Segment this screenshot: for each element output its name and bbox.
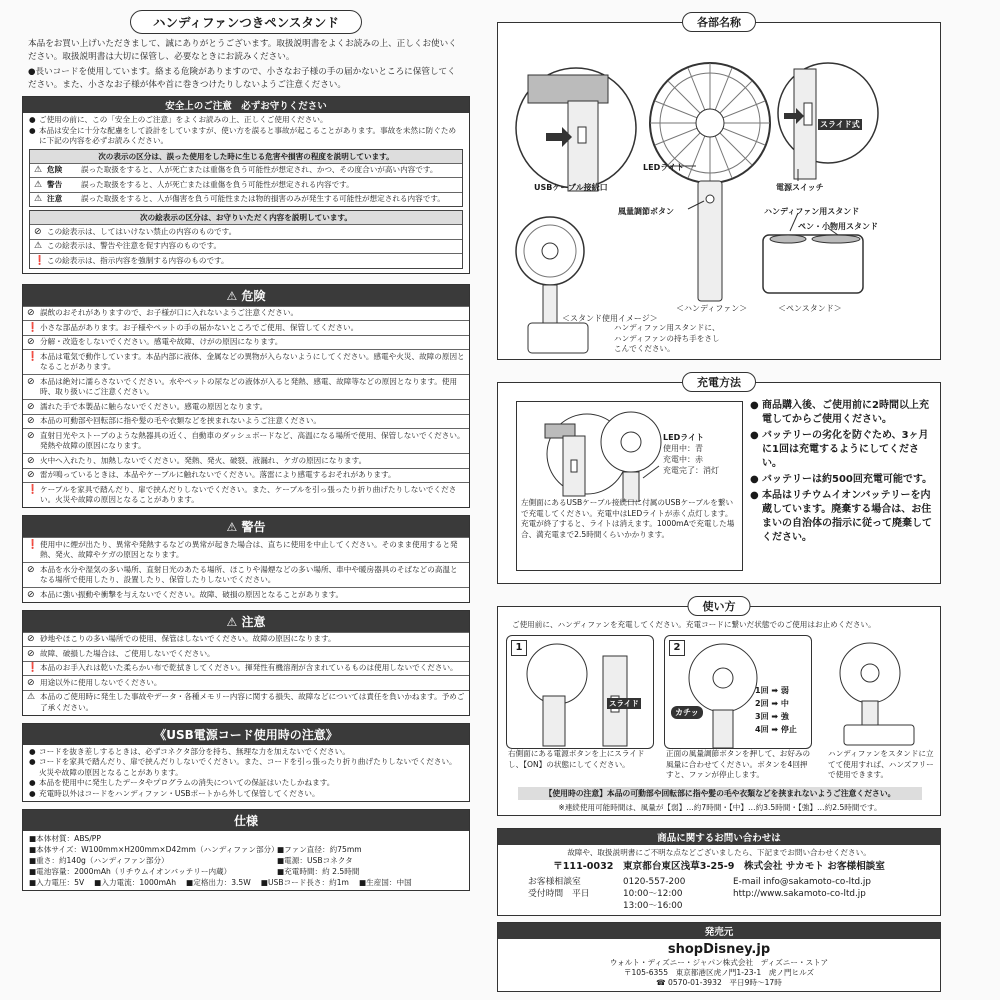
row-text: 小さな部品があります。お子様やペットの手の届かないところでご使用、保管してください。 [40,322,359,332]
label-power-switch: 電源スイッチ [776,183,824,192]
intro-paragraph: 本品をお買い上げいただきまして、誠にありがとうございます。取扱説明書をよくお読みの上、正しくお使いください。取扱説明書は大切に保管し、必要なときにお読みください。 [28,39,457,62]
symbol-text: この絵表示は、してはいけない禁止の内容のものです。 [47,226,237,236]
spec-item: ■ファン直径：約75mm [277,845,362,854]
step-2 [664,635,812,749]
parts-section [497,16,941,360]
spec-section [22,809,470,891]
safety-header: 安全上のご注意 必ずお守りください [23,97,469,113]
danger-row [23,453,469,468]
symbol-text: この絵表示は、指示内容を強制する内容のものです。 [47,255,229,265]
row-text: 本品の可動部や回転部に指や髪の毛や衣類などを挟まれないようご注意ください。 [40,416,321,425]
row-text: 本品は絶対に濡らさないでください。水やペットの尿などの液体が入ると発熱、感電、故障等などの原因となります。使用時、取り扱いにご注意ください。 [40,376,458,396]
levels-table [29,149,463,208]
usb-cord-section [22,723,470,803]
seller-hours: 平日9時～17時 [729,978,782,987]
mandatory-icon: ❗ [27,351,39,362]
step-2-text: 正面の風量調節ボタンを押して、お好みの風量に合わせてください。ボタンを4回押すと、ファンが停止します。 [666,749,811,779]
charge-note: バッテリーの劣化を防ぐため、3ヶ月に1回は充電するようにしてください。 [762,430,929,469]
level-tag: 危険 [47,165,63,174]
charge-description: 左側面にあるUSBケーブル接続口に付属のUSBケーブルを繋いで充電してください。充電中はLEDライトが赤く点灯します。充電が終了すると、ライトは消えます。1000mAで充電した場合、満充電まで2.5時間くらいかかります。 [521,498,735,539]
contact-labels [528,876,623,912]
charge-note: 本品はリチウムイオンバッテリーを内蔵しています。廃棄する場合は、お住まいの自治体の指示に従って廃棄してください。 [762,490,932,543]
spec-item: ■定格出力：3.5W [186,878,251,887]
safety-bullet: 本品は安全に十分な配慮をして設計をしていますが、使い方を誤ると事故が起こることがあります。事故を未然に防ぐために下記の内容を必ずお読みください。 [39,125,457,145]
spec-list [23,831,469,890]
charge-note: 商品購入後、ご使用前に2時間以上充電してからご使用ください。 [762,400,929,425]
caption-handy-fan: ＜ハンディファン＞ [676,304,748,313]
level-text: 誤った取扱をすると、人が死亡または重傷を負う可能性が想定される内容です。 [81,179,354,189]
step-1-illustration [507,636,653,748]
row-text: 使用中に煙が出たり、異常や発熱するなどの異常が起きた場合は、直ちに使用を中止してください。そのまま使用すると発熱、発火、故障やケガの原因となります。 [40,539,458,559]
row-text: 本品のお手入れは乾いた柔らかい布で乾拭きしてください。揮発性有機溶剤が含まれているものは使用しないでください。 [40,663,458,672]
speed-list [755,684,797,736]
caution-row [23,675,469,690]
charge-notes: ● 商品購入後、ご使用前に2時間以上充電してからご使用ください。 ● バッテリーの劣化を防ぐため、3ヶ月に1回は充電するようにしてください。 ● バッテリーは約500回充電可能です。 ● 本品はリチウムイオンバッテリーを内蔵しています。廃棄する場合は、お住まいの自治体の指示に従って廃棄してください。 [750,400,933,543]
mandatory-icon: ❗ [27,322,39,333]
usb-bullet: コードを家具で踏んだり、扉で挟んだりしないでください。また、コードを引っ張ったり折り曲げたりしないでください。火災や故障の原因となることがあります。 [39,757,457,777]
cord-warning: ●長いコードを使用しています。絡まる危険がありますので、小さなお子様の手の届かないところに保管してください。また、小さなお子様が体や首に巻きつけたりしないようご注意ください。 [28,67,456,90]
danger-row [23,335,469,350]
caution-row [23,690,469,715]
danger-row [23,468,469,483]
warning-row [23,562,469,587]
usb-bullet: 充電時以外はコードをハンディファン・USBポートから外して保管してください。 [39,788,320,798]
safety-box [22,96,470,274]
usb-bullet: コードを抜き差しするときは、必ずコネクタ部分を持ち、無理な力を加えないでください。 [39,746,350,756]
hours-label: 受付時間 平日 [528,889,590,899]
contact-phone: 0120-557-200 [623,877,686,887]
warning-triangle-icon: ⚠ [34,194,43,204]
caution-header [23,611,469,632]
led-state: 充電中：赤 [663,455,703,464]
step-number: 2 [669,640,685,656]
stand-note: ハンディファン用スタンドに、ハンディファンの持ち手をさしこんでください。 [614,323,720,353]
prohibited-icon: ⊘ [27,470,35,480]
danger-row [23,306,469,321]
row-text: 濡れた手で本製品に触らないでください。感電の原因となります。 [40,401,268,411]
mandatory-icon: ❗ [27,663,39,673]
symbol-row [30,224,462,239]
mandatory-icon: ❗ [27,484,39,495]
prohibited-icon: ⊘ [34,226,42,237]
speed-item: 2回 ➡ 中 [755,699,789,708]
caution-row [23,661,469,676]
charge-section [497,376,941,584]
label-speed-button: 風量調節ボタン [618,207,674,216]
label-usb-port: USBケーブル接続口 [534,183,608,192]
step-1 [506,635,654,749]
contact-details [498,876,940,915]
level-text: 誤った取扱をすると、人が傷害を負う可能性または物的損害のみが発生する可能性が想定される内容です。 [81,194,445,203]
prohibited-icon: ⊘ [27,416,35,426]
intro-text [22,38,470,92]
warning-row [23,537,469,562]
row-text: 本品は電気で動作しています。本品内部に液体、金属などの異物が入らないようにしてください。感電や火災、故障の原因となることがあります。 [40,351,465,371]
spec-item: ■入力電流：1000mAh [94,878,177,887]
prohibited-icon: ⊘ [27,564,35,575]
caption-pen-stand: ＜ペンスタンド＞ [778,304,842,313]
warning-triangle-icon: ⚠ [34,179,43,190]
prohibited-icon: ⊘ [27,308,35,318]
spec-item: ■電池容量：2000mAh（リチウムイオンバッテリー内蔵） [29,867,232,876]
spec-item: ■充電時間：約 2.5時間 [277,867,360,876]
seller-contact [498,978,940,991]
document-title: ハンディファンつきペンスタンド [130,10,362,34]
left-column [22,0,470,891]
right-column [497,0,941,992]
speed-item: 4回 ➡ 停止 [755,725,797,734]
row-text: 故障、破損した場合は、ご使用しないでください。 [40,648,215,658]
seller-company: ウォルト・ディズニー・ジャパン株式会社 ディズニー・ストア [609,958,829,967]
caution-row [23,632,469,647]
prohibited-icon: ⊘ [27,337,35,347]
symbols-head: 次の絵表示の区分は、お守りいただく内容を説明しています。 [30,211,462,224]
level-row-danger [30,163,462,178]
speed-item: 3回 ➡ 強 [755,712,789,721]
spec-item: ■電源：USBコネクタ [277,856,353,865]
contact-section [497,828,941,916]
safety-bullet: ご使用の前に、この「安全上のご注意」をよくお読みの上、正しくご使用ください。 [39,115,328,124]
level-row-warning [30,177,462,192]
danger-section [22,284,470,509]
slide-label: スライド [609,699,639,708]
contact-address: 〒111-0032 東京都台東区浅草3-25-9 株式会社 サカモト お客様相談室 [553,861,885,872]
led-legend-title: LEDライト [663,433,704,442]
danger-row [23,482,469,507]
symbol-text: この絵表示は、警告や注意を促す内容のものです。 [47,241,222,250]
usage-intro: ご使用前に、ハンディファンを充電してください。充電コードに繋いだ状態でのご使用はお止めください。 [512,620,876,629]
row-text: 本品を水分や湿気の多い場所、直射日光のあたる場所、ほこりや湯煙などの多い場所、車中や暖房器具のそばなどの高温となる場所で使用したり、設置したり、保管したりしないでください。 [40,564,458,584]
warning-triangle-icon: ⚠ [226,614,242,629]
prohibited-icon: ⊘ [27,376,35,387]
step-3-illustration [824,635,934,747]
contact-header: 商品に関するお問い合わせは [498,829,940,845]
level-row-caution [30,192,462,207]
spec-item: ■重さ：約140g（ハンディファン部分） [29,856,169,865]
row-text: 直射日光やストーブのような熱器具の近く、自動車のダッシュボードなど、高温になる場所で使用、保管しないでください。発熱や故障の原因になります。 [40,430,465,450]
usage-header: 使い方 [688,596,751,616]
warning-triangle-icon: ⚠ [226,520,242,534]
label-slide: スライド式 [820,120,860,129]
spec-item: ■本体材質：ABS/PP [29,834,101,843]
charge-illustration-box [516,401,743,571]
spec-item: ■USBコード長さ：約1m [260,878,349,887]
row-text: 本品に強い振動や衝撃を与えないでください。故障、破損の原因となることがあります。 [40,589,344,599]
seller-header: 発売元 [498,923,940,939]
level-tag: 注意 [47,194,63,203]
warning-header [23,516,469,537]
contact-hours: 10:00～12:00 [623,889,683,899]
row-text: 本品のご使用時に発生した事故やデータ・各種メモリー内容に関する損失、故障などについては責任を負いかねます。予めご了承ください。 [40,692,465,712]
spec-item: ■入力電圧：5V [29,878,85,887]
step-3-text: ハンディファンをスタンドに立てて使用すれば、ハンズフリーで使用できます。 [828,749,934,779]
prohibited-icon: ⊘ [27,430,35,441]
warning-triangle-icon: ⚠ [34,241,43,251]
click-label: カチッ [671,706,703,719]
row-text: 分解・改造をしないでください。感電や故障、けがの原因になります。 [40,337,283,346]
warning-triangle-icon: ⚠ [226,288,242,303]
symbols-table [29,210,463,269]
contact-sub: 故障や、取扱説明書にご不明な点などございましたら、下記までお問い合わせください。 [567,848,871,857]
parts-header: 各部名称 [682,12,756,32]
prohibited-icon: ⊘ [27,589,35,600]
symbol-row [30,239,462,254]
safety-bullets: ● ご使用の前に、この「安全上のご注意」をよくお読みの上、正しくご使用ください。 ● 本品は安全に十分な配慮をして設計をしていますが、使い方を誤ると事故が起こることがあります。事故を未然に防ぐために下記の内容を必ずお読みください。 [23,113,469,149]
label-fan-stand: ハンディファン用スタンド [764,207,860,216]
danger-row [23,374,469,399]
row-text: 砂地やほこりの多い場所での使用、保管はしないでください。故障の原因になります。 [40,634,336,643]
warning-row [23,587,469,602]
led-legend [663,432,719,476]
usb-bullets: ● コードを抜き差しするときは、必ずコネクタ部分を持ち、無理な力を加えないでください。 ● コードを家具で踏んだり、扉で挟んだりしないでください。また、コードを引っ張ったり折り曲げたりしないでください。火災や故障の原因となることがあります。 ● 本品を使用中に発生したデータやプログラムの消失についての保証はいたしかねます。 ● 充電時以外はコードをハンディファン・USBポートから外して保管してください。 [23,745,469,802]
seller-phone: ☎ 0570-01-3932 [656,978,722,987]
step-number: 1 [511,640,527,656]
contact-hours: 13:00～16:00 [623,901,683,911]
brand-name: shopDisney.jp [667,942,771,957]
charge-note: バッテリーは約500回充電可能です。 [762,474,933,485]
led-state: 充電完了：消灯 [663,466,719,475]
usage-section [497,600,941,816]
danger-row [23,349,469,374]
row-text: 用途以外に使用しないでください。 [40,677,162,687]
label-led: LEDライト [643,163,684,172]
led-state: 使用中：青 [663,444,703,453]
level-text: 誤った取扱をすると、人が死亡または重傷を負う可能性が想定され、かつ、その度合いが高い内容です。 [81,165,438,174]
spec-header: 仕様 [23,810,469,831]
prohibited-icon: ⊘ [27,455,35,466]
speed-item: 1回 ➡ 弱 [755,686,789,695]
prohibited-icon: ⊘ [27,401,35,412]
row-text: 火中へ入れたり、加熱しないでください。発熱、発火、破裂、液漏れ、ケガの原因になります。 [40,455,367,465]
usb-header: 《USB電源コード使用時の注意》 [23,724,469,745]
prohibited-icon: ⊘ [27,677,35,688]
contact-web [733,876,871,912]
prohibited-icon: ⊘ [27,634,35,644]
usb-bullet: 本品を使用中に発生したデータやプログラムの消失についての保証はいたしかねます。 [39,778,335,787]
runtime-note: ※連続使用可能時間は、風量が【弱】…約7時間・【中】…約3.5時間・【強】…約2.5時間です。 [558,803,882,812]
seller-section [497,922,941,992]
row-text: ケーブルを家具で踏んだり、扉で挟んだりしないでください。また、ケーブルを引っ張ったり折り曲げたりしないでください。火災や故障の原因となることがあります。 [40,484,457,504]
warning-section [22,515,470,603]
caution-title: 注意 [241,614,266,629]
warning-triangle-icon: ⚠ [34,165,43,175]
danger-title: 危険 [241,288,266,303]
caution-row [23,646,469,661]
warning-triangle-icon: ⚠ [27,692,36,702]
symbol-row [30,253,462,268]
mandatory-icon: ❗ [34,255,46,266]
step-1-text: 右側面にある電源ボタンを上にスライドし、【ON】の状態にしてください。 [508,749,645,769]
mandatory-icon: ❗ [27,539,39,550]
danger-row [23,399,469,414]
danger-row [23,428,469,453]
office-label: お客様相談室 [528,877,581,887]
caution-section [22,610,470,716]
contact-email: E-mail info@sakamoto-co-ltd.jp [733,877,871,887]
row-text: 雷が鳴っているときは、本品やケーブルに触れないでください。落雷により感電するおそれがあります。 [40,470,396,479]
danger-row [23,414,469,429]
level-tag: 警告 [47,179,63,189]
danger-row [23,320,469,335]
warning-title: 警告 [241,520,266,534]
row-text: 誤飲のおそれがありますので、お子様が口に入れないようご注意ください。 [40,308,299,317]
prohibited-icon: ⊘ [27,648,35,659]
danger-header [23,285,469,306]
contact-values [623,876,733,912]
seller-address: 〒105-6355 東京都港区虎ノ門1-23-1 虎ノ門ヒルズ [623,968,815,977]
levels-head: 次の表示の区分は、誤った使用をした時に生じる危害や損害の程度を説明しています。 [30,150,462,163]
spec-item: ■生産国：中国 [358,878,412,887]
charge-header: 充電方法 [682,372,756,392]
label-pen-stand: ペン・小物用スタンド [798,222,878,231]
spec-item: ■本体サイズ：W100mm×H200mm×D42mm（ハンディファン部分） [29,845,279,854]
usage-warning: 【使用時の注意】本品の可動部や回転部に指や髪の毛や衣類などを挟まれないようご注意ください。 [518,787,922,800]
caption-stand-image: ＜スタンド使用イメージ＞ [562,314,658,323]
contact-url-link[interactable]: http://www.sakamoto-co-ltd.jp [733,889,866,899]
